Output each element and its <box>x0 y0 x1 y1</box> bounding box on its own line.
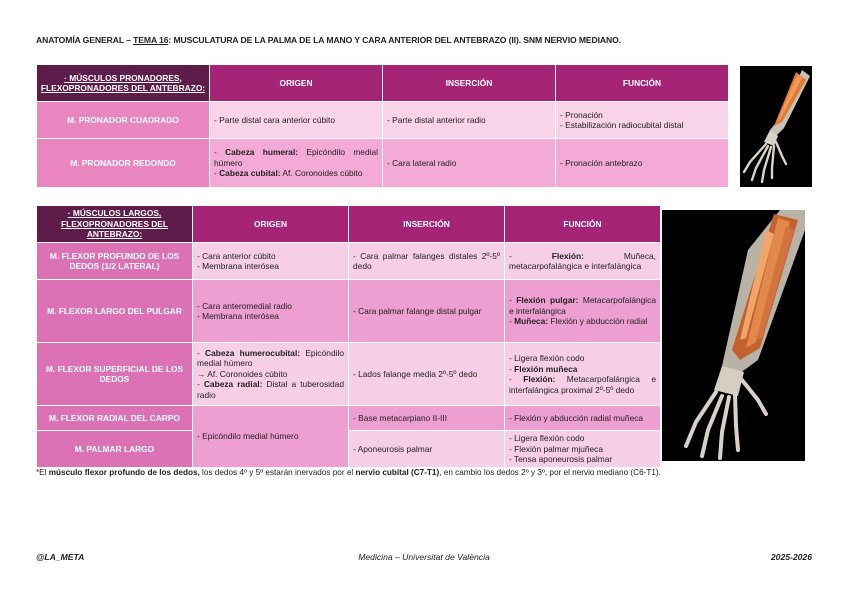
origin-line: - Membrana interósea <box>197 261 279 271</box>
origin-label: Cabeza humerocubital: <box>205 347 301 358</box>
table2-header-origen: ORIGEN <box>193 206 348 242</box>
insertion-cell: - Cara palmar falanges distales 2º-5º dedo <box>349 243 504 279</box>
muscle-name: M. FLEXOR LARGO DEL PULGAR <box>37 280 192 342</box>
function-cell <box>556 102 728 138</box>
origin-line: - Cabeza humeral: Epicóndilo medial húmero <box>214 147 378 168</box>
function-line: - Estabilización radiocubital distal <box>560 120 684 130</box>
note-bold: nervio cubital (C7-T1) <box>355 468 440 477</box>
function-label: Flexión pulgar: <box>516 295 579 306</box>
origin-cell: - Epicóndilo medial húmero <box>193 406 348 467</box>
insertion-cell: - Parte distal anterior radio <box>383 102 555 138</box>
forearm-pronator-illustration <box>740 66 812 187</box>
note-text: *El <box>36 468 49 477</box>
function-cell: - Pronación antebrazo <box>556 139 728 187</box>
insertion-cell: - Cara palmar falange distal pulgar <box>349 280 504 342</box>
footer-author: @LA_META <box>36 552 85 562</box>
muscle-name: M. FLEXOR SUPERFICIAL DE LOS DEDOS <box>37 343 192 405</box>
origin-text: Distal a tuberosidad radio <box>197 379 344 400</box>
function-line: - Flexión: Metacarpofalángica e interfalángica proximal 2º-5º dedo <box>509 374 657 395</box>
note-text: los dedos 4º y 5º estarán inervados por el <box>199 468 356 477</box>
function-line: - Pronación <box>560 109 603 120</box>
origin-line: → Af. Coronoides cúbito <box>197 368 288 379</box>
function-cell: - Flexión: Muñeca, metacarpofalángica e interfalángica <box>505 243 660 279</box>
function-cell <box>505 280 660 342</box>
function-cell <box>505 431 660 467</box>
long-flexor-muscles-table <box>36 205 661 468</box>
origin-text: Epicóndilo medial húmero <box>214 147 378 168</box>
origin-line: - Cabeza humerocubital: Epicóndilo medial húmero <box>197 347 344 369</box>
function-line: - Flexión muñeca <box>509 363 578 374</box>
origin-cell <box>210 139 382 187</box>
title-prefix: ANATOMÍA GENERAL – <box>36 35 134 45</box>
origin-cell <box>193 343 348 405</box>
function-label: Flexión: <box>523 374 556 384</box>
table2-header-funcion: FUNCIÓN <box>505 206 660 242</box>
table1-header-origen: ORIGEN <box>210 65 382 101</box>
function-line: - Flexión palmar mjuñeca <box>509 443 604 454</box>
footer-year: 2025-2026 <box>770 552 812 562</box>
origin-cell <box>193 280 348 342</box>
muscle-name: M. FLEXOR RADIAL DEL CARPO <box>37 406 192 430</box>
function-text: Muñeca, metacarpofalángica e interfalángica <box>509 250 656 271</box>
origin-cell: - Parte distal cara anterior cúbito <box>210 102 382 138</box>
muscle-name: M. PRONADOR CUADRADO <box>37 102 209 138</box>
footer-institution: Medicina – Universitat de València <box>358 552 490 562</box>
function-text: Metacarpofalángica e interfalángica <box>509 295 656 316</box>
table1-corner-header: · MÚSCULOS PRONADORES, FLEXOPRONADORES DEL ANTEBRAZO: <box>37 65 209 101</box>
note-text: , en cambio los dedos 2º y 3º, por el nervio mediano (C6-T1). <box>439 468 661 477</box>
function-text: Metacarpofalángica e interfalángica proximal 2º-5º dedo <box>509 374 657 395</box>
document-title <box>36 35 816 45</box>
footnote <box>36 468 816 477</box>
title-topic: TEMA 16 <box>133 35 169 45</box>
origin-line: - Cara anterior cúbito <box>197 250 276 261</box>
origin-line: - Cabeza cubital: Af. Coronoides cúbito <box>214 168 363 179</box>
origin-text: Af. Coronoides cúbito <box>280 168 363 179</box>
origin-text: Epicóndilo medial húmero <box>197 347 344 369</box>
table1-header-insercion: INSERCIÓN <box>383 65 555 101</box>
function-text: Flexión y abducción radial <box>548 316 648 327</box>
insertion-cell: - Lados falange media 2º-5º dedo <box>349 343 504 405</box>
origin-line: - Cara anteromedial radio <box>197 300 292 311</box>
origin-label: Cabeza radial: <box>203 379 263 390</box>
note-bold: músculo flexor profundo de los dedos, <box>48 468 200 477</box>
table2-header-insercion: INSERCIÓN <box>349 206 504 242</box>
origin-line: - Membrana interósea <box>197 311 279 321</box>
function-cell <box>505 343 660 405</box>
function-label: Flexión muñeca <box>514 363 578 374</box>
origin-cell <box>193 243 348 279</box>
insertion-cell: - Base metacarpiano II-III <box>349 406 504 430</box>
function-line: - Flexión pulgar: Metacarpofalángica e interfalángica <box>509 295 656 316</box>
muscle-name: M. FLEXOR PROFUNDO DE LOS DEDOS (1/2 LATERAL) <box>37 243 192 279</box>
function-label: Muñeca: <box>514 316 549 327</box>
function-label: Flexión: <box>551 250 584 261</box>
origin-label: Cabeza humeral: <box>225 147 299 158</box>
muscle-name: M. PALMAR LARGO <box>37 431 192 467</box>
table1-header-funcion: FUNCIÓN <box>556 65 728 101</box>
title-rest: : MUSCULATURA DE LA PALMA DE LA MANO Y CARA ANTERIOR DEL ANTEBRAZO (II). SNM NERVIO MEDIANO. <box>168 35 622 45</box>
muscle-name: M. PRONADOR REDONDO <box>37 139 209 187</box>
function-line: - Muñeca: Flexión y abducción radial <box>509 316 648 327</box>
forearm-flexors-illustration <box>662 210 805 461</box>
origin-line: - Cabeza radial: Distal a tuberosidad radio <box>197 379 344 400</box>
insertion-cell: - Aponeurosis palmar <box>349 431 504 467</box>
table2-corner-header: · MÚSCULOS LARGOS, FLEXOPRONADORES DEL ANTEBRAZO: <box>37 206 192 242</box>
function-line: - Ligera flexión codo <box>509 433 585 444</box>
origin-label: Cabeza cubital: <box>219 168 281 179</box>
function-line: - Ligera flexión codo <box>509 353 585 363</box>
function-line: - Tensa aponeurosis palmar <box>509 454 613 465</box>
insertion-cell: - Cara lateral radio <box>383 139 555 187</box>
pronator-muscles-table <box>36 64 729 188</box>
function-cell: - Flexión y abducción radial muñeca <box>505 406 660 430</box>
